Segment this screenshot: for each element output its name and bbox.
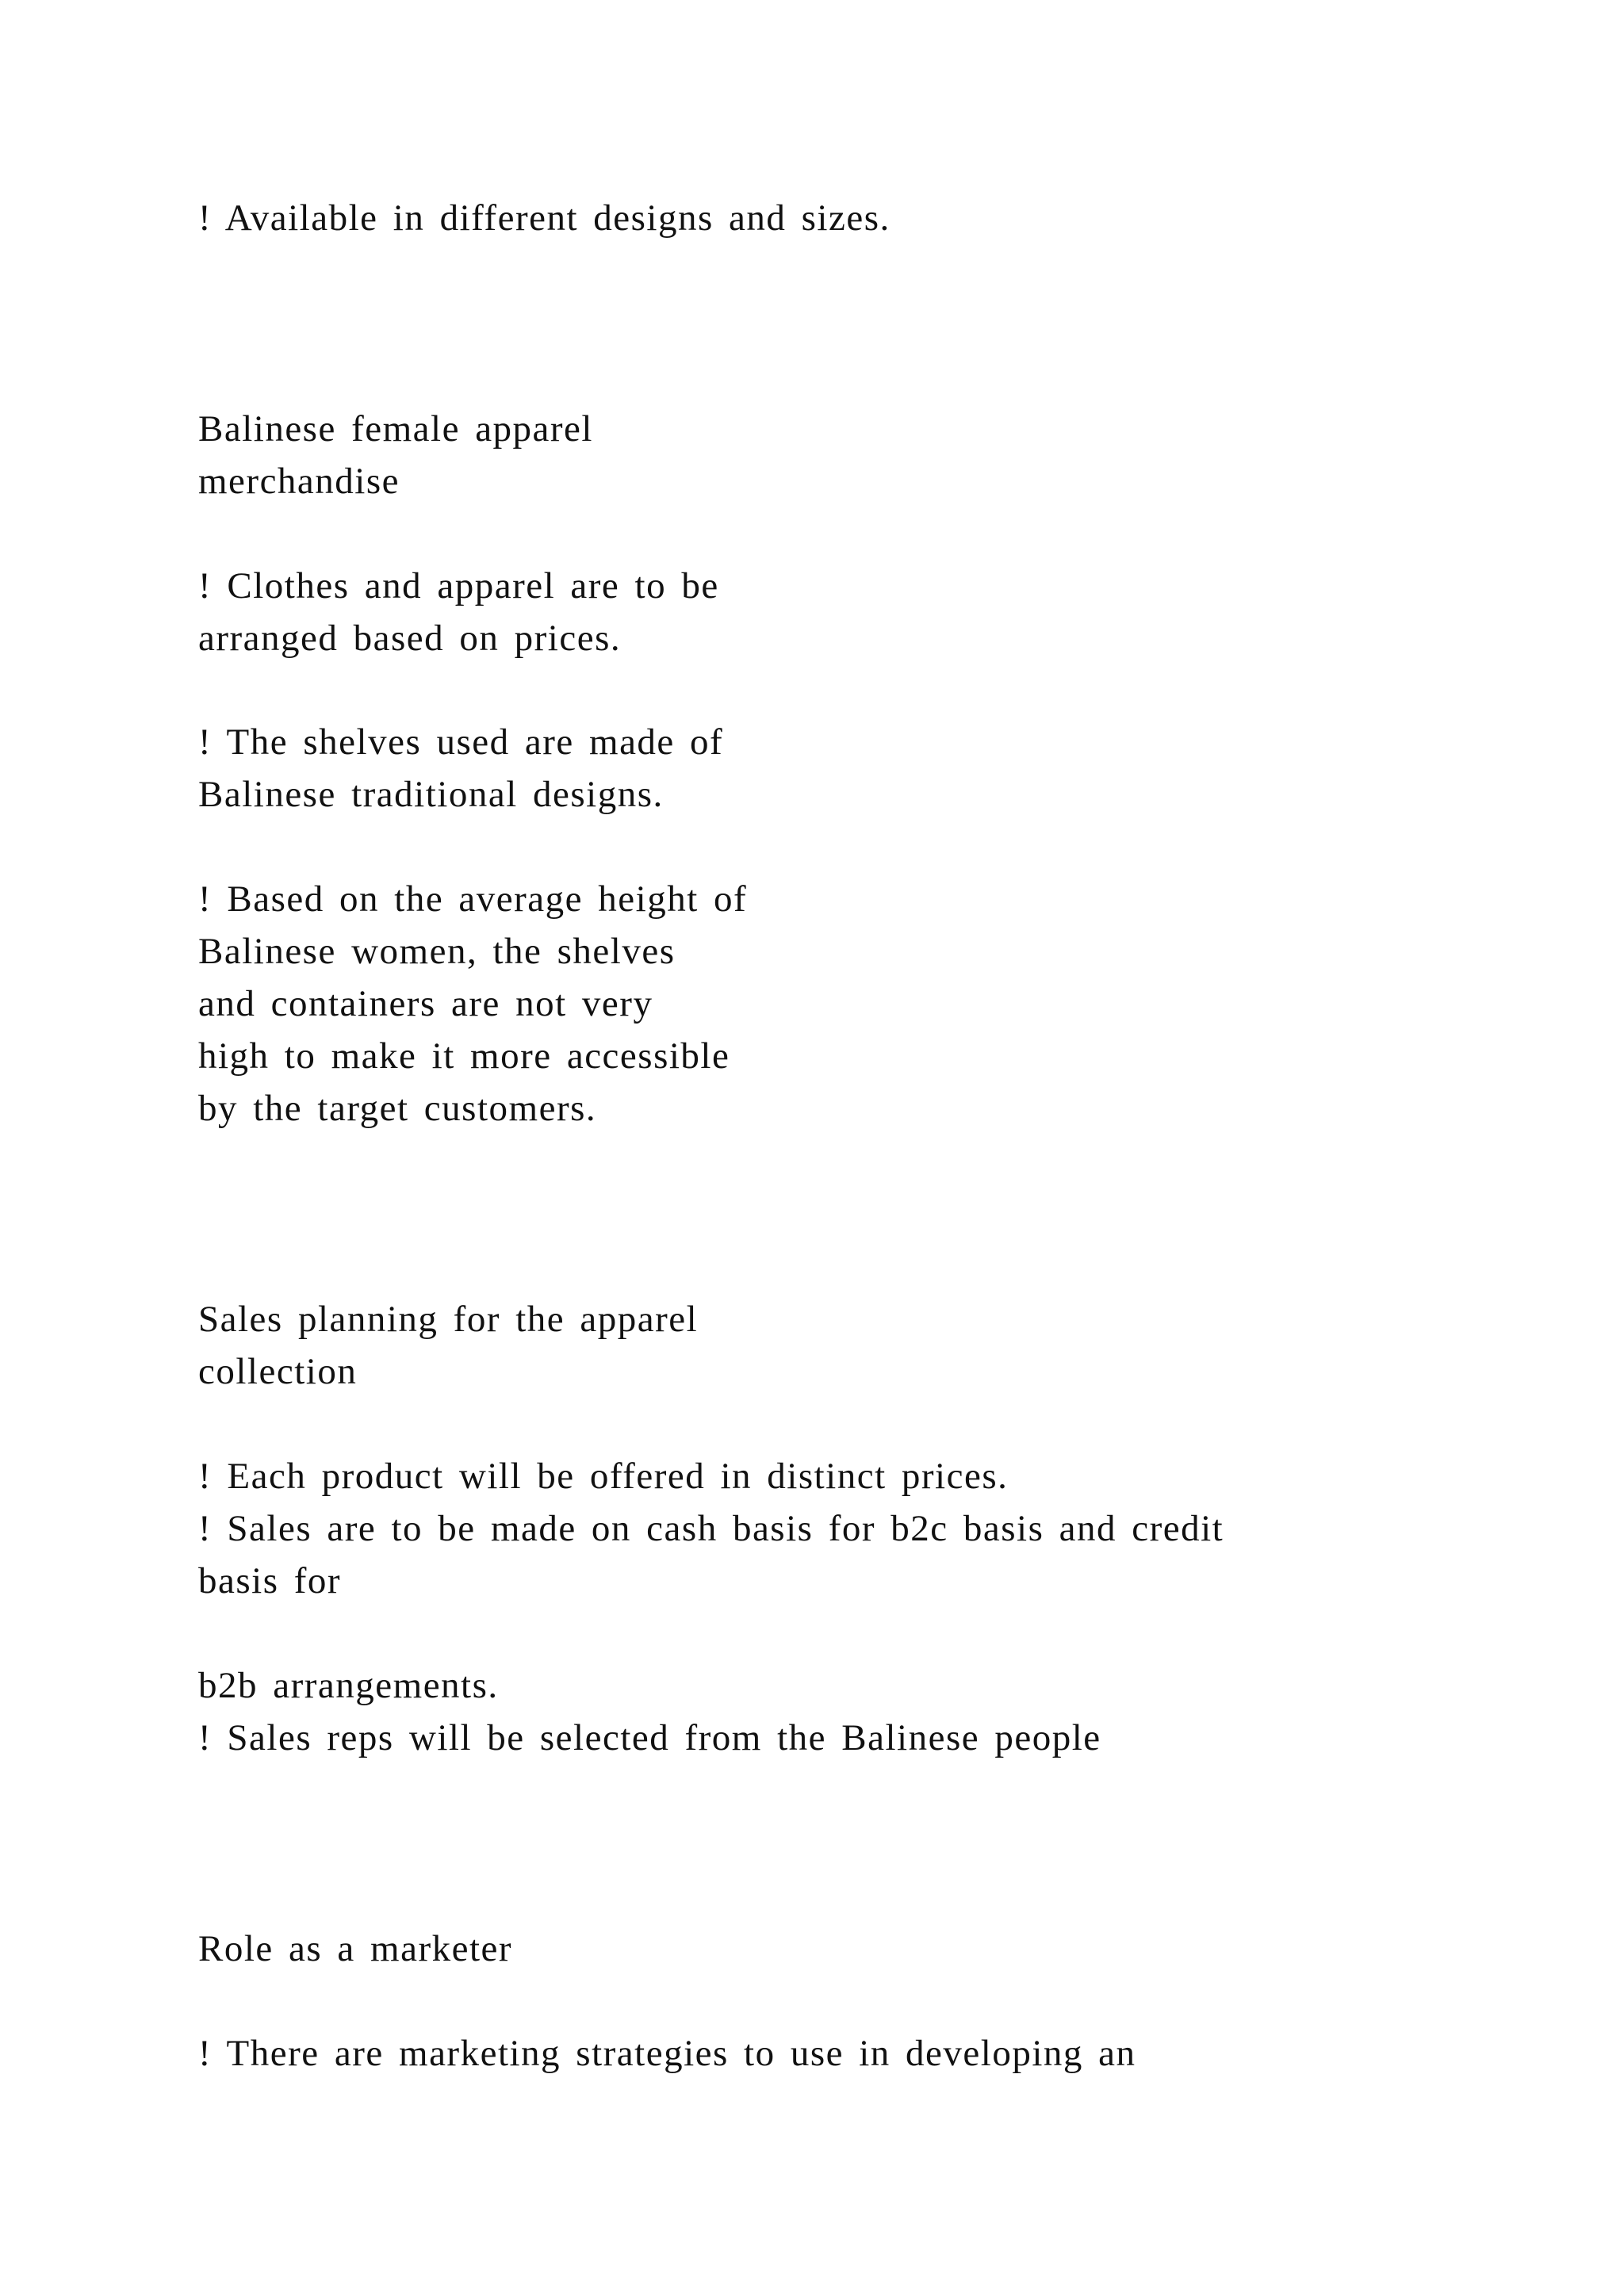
apparel-heading-line-2: merchandise <box>198 461 400 502</box>
apparel-bullet-1-line-1: ! Clothes and apparel are to be <box>198 565 719 607</box>
sales-bullet-2-line-3: b2b arrangements. <box>198 1665 499 1706</box>
apparel-bullet-1-line-2: arranged based on prices. <box>198 618 622 659</box>
apparel-bullet-3-line-2: Balinese women, the shelves <box>198 931 676 972</box>
apparel-bullet-3-line-5: by the target customers. <box>198 1088 597 1129</box>
apparel-bullet-3-line-1: ! Based on the average height of <box>198 878 748 920</box>
sales-heading-line-1: Sales planning for the apparel <box>198 1299 699 1340</box>
apparel-bullet-3-line-4: high to make it more accessible <box>198 1035 730 1077</box>
sales-bullet-1: ! Each product will be offered in distinct prices. <box>198 1456 1009 1497</box>
sales-bullet-3: ! Sales reps will be selected from the Balinese people <box>198 1717 1101 1758</box>
role-heading: Role as a marketer <box>198 1928 513 1969</box>
sales-bullet-2-line-1: ! Sales are to be made on cash basis for b2c basis and credit <box>198 1508 1224 1549</box>
role-bullet-1: ! There are marketing strategies to use in developing an <box>198 2033 1136 2074</box>
intro-bullet: ! Available in different designs and sizes. <box>198 197 891 239</box>
apparel-bullet-2-line-1: ! The shelves used are made of <box>198 721 724 763</box>
apparel-bullet-3-line-3: and containers are not very <box>198 983 653 1024</box>
sales-bullet-2-line-2: basis for <box>198 1560 342 1601</box>
apparel-heading-line-1: Balinese female apparel <box>198 408 593 450</box>
apparel-bullet-2-line-2: Balinese traditional designs. <box>198 774 664 815</box>
sales-heading-line-2: collection <box>198 1351 358 1392</box>
